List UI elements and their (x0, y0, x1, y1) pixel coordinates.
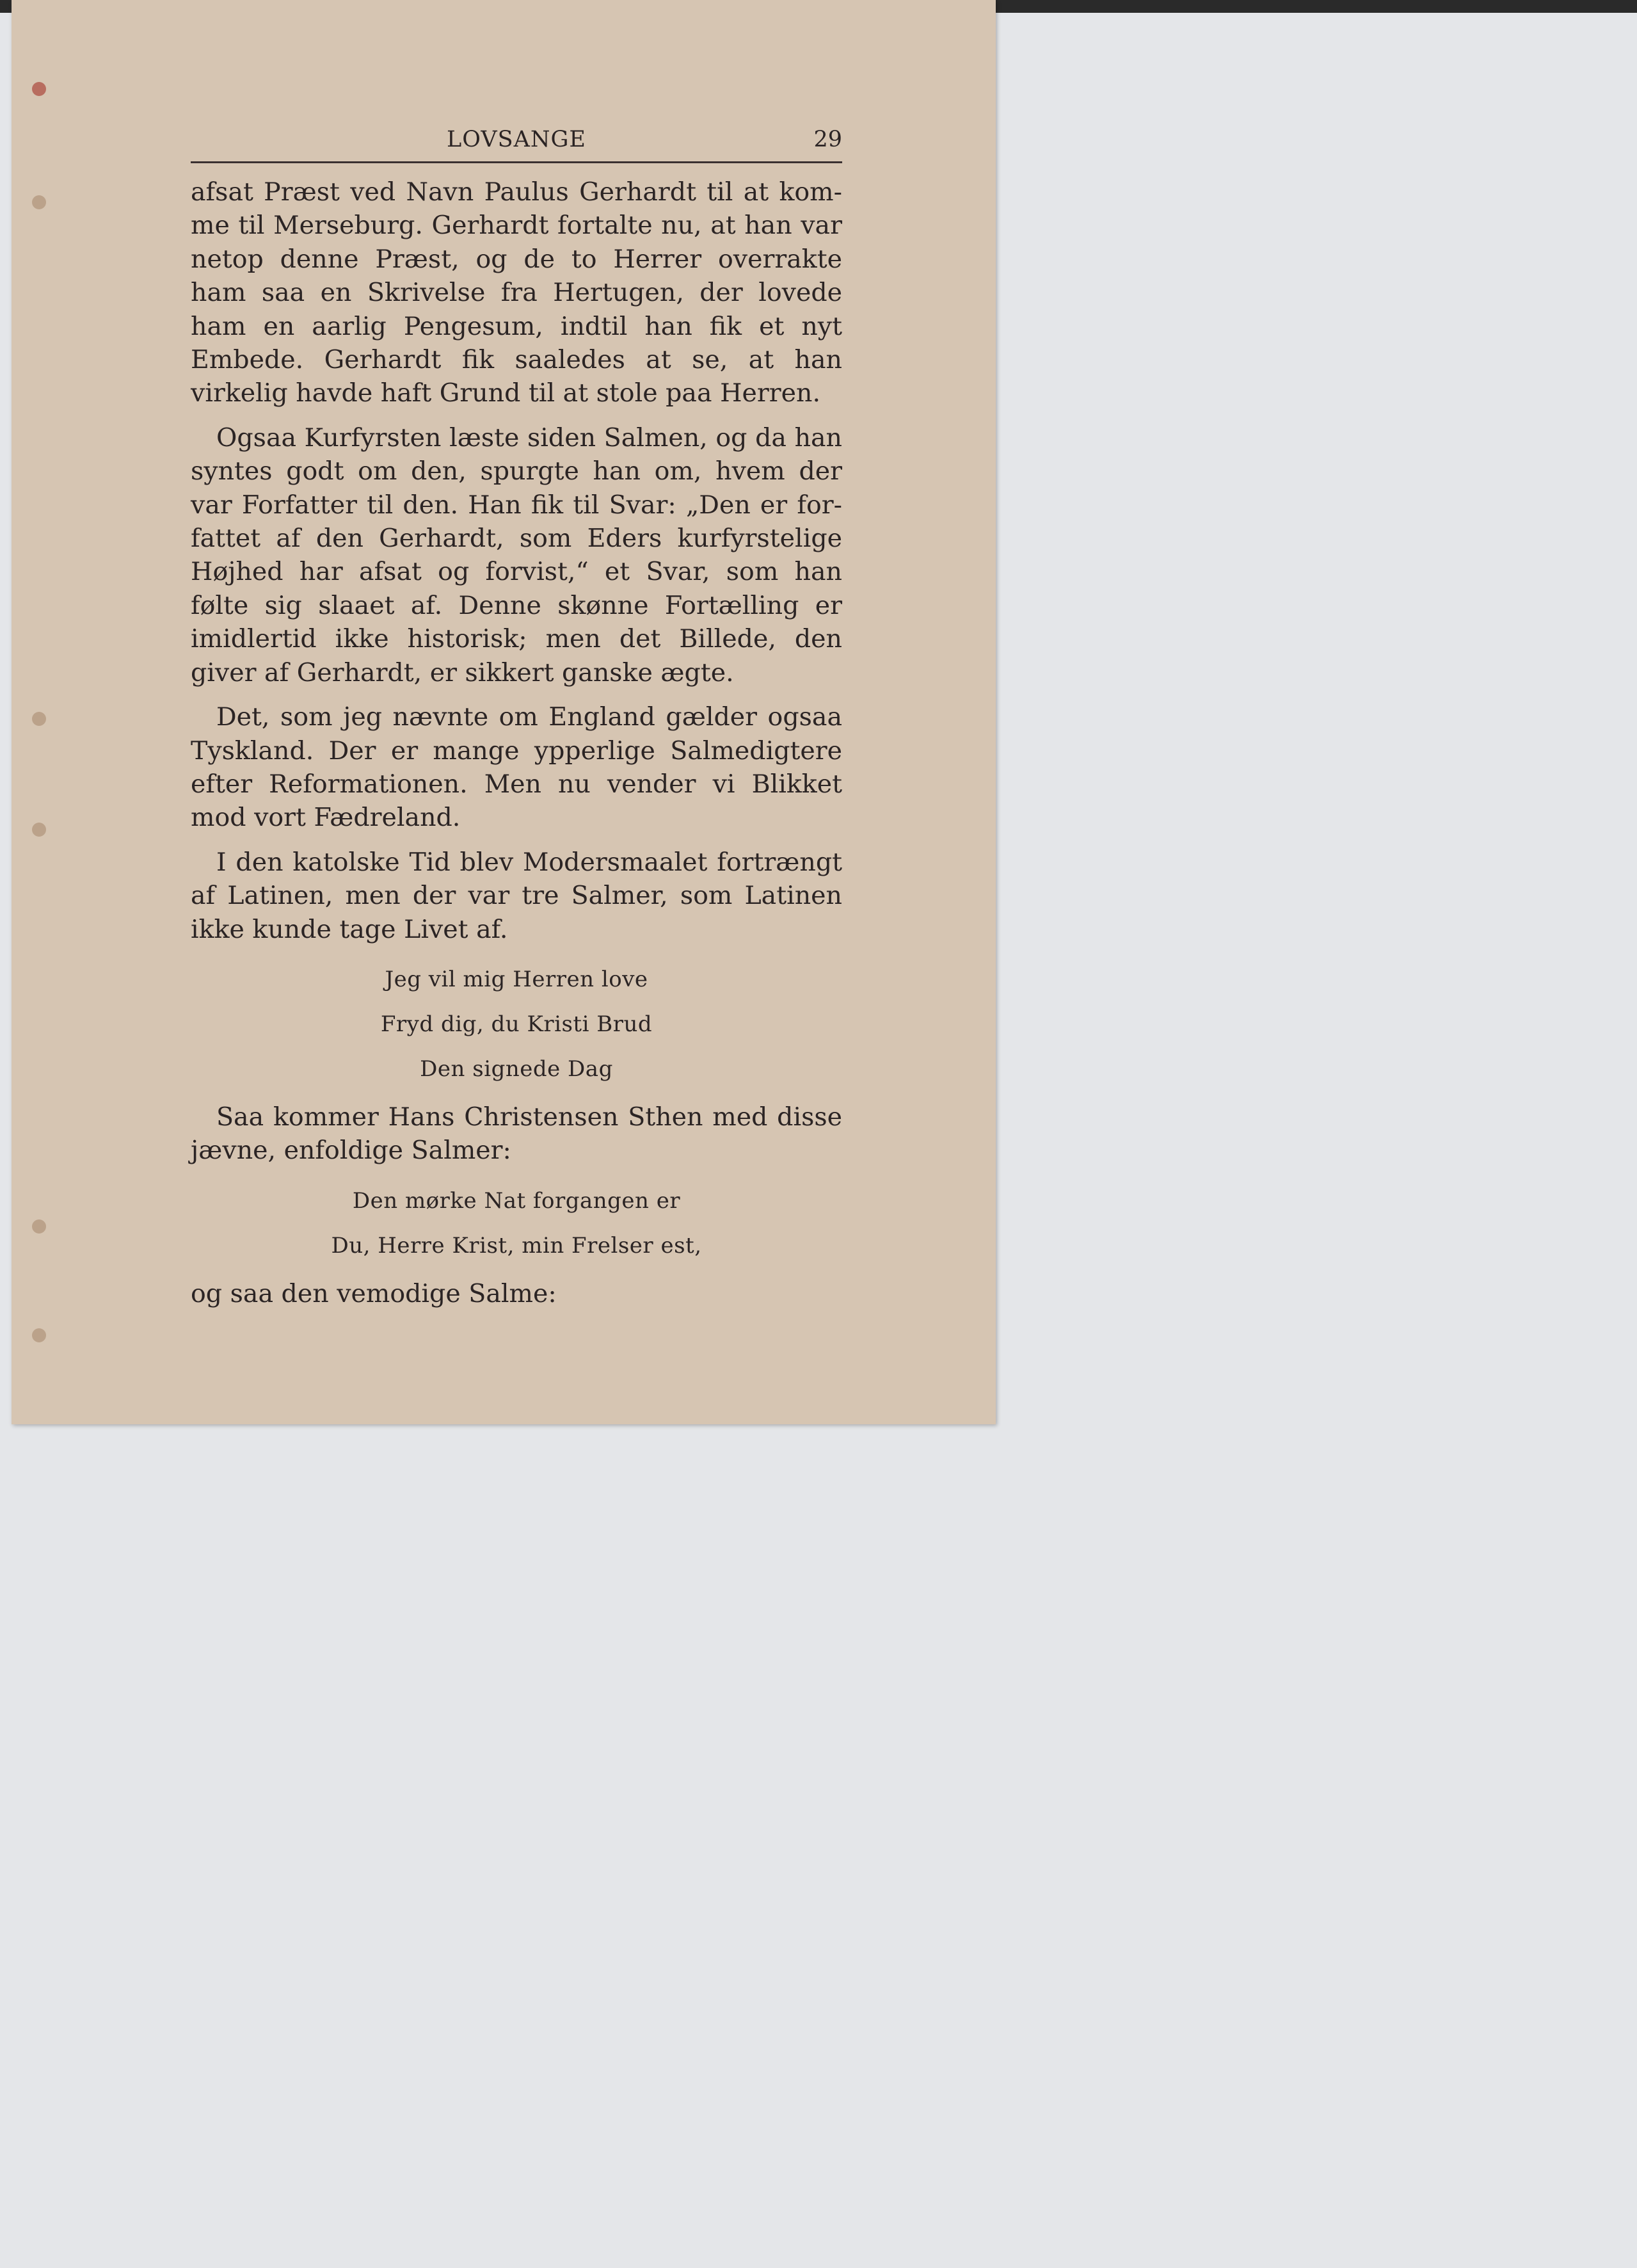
hymn-list (191, 1178, 842, 1268)
punch-hole (32, 1328, 46, 1342)
running-head (191, 125, 842, 163)
page-number: 29 (813, 127, 842, 152)
paragraph: I den katolske Tid blev Modersmaalet fortrængt af Latinen, men der var tre Salmer, som Latinen ikke kunde tage Livet af. (191, 847, 842, 944)
paragraph: afsat Præst ved Navn Paulus Gerhardt til at komme til Merseburg. Gerhardt fortalte nu, at han var netop denne Præst, og de to Herrer overrakte ham saa en Skrivelse fra Hertugen, der lovede ham en aarlig Pengesum, indtil han fik et nyt Embede. Gerhardt fik saaledes at se, at han virkelig havde haft Grund til at stole paa Herren. (191, 177, 842, 408)
hymn-list (191, 957, 842, 1091)
body-text (191, 175, 842, 1321)
paragraph: Saa kommer Hans Christensen Sthen med disse jævne, enfoldige Salmer: (191, 1102, 842, 1166)
punch-hole (32, 1219, 46, 1234)
book-page (12, 0, 996, 1424)
punch-hole (32, 82, 46, 96)
running-head-title: LOVSANGE (447, 127, 586, 152)
paragraph: Det, som jeg nævnte om England gælder ogsaa Tyskland. Der er mange ypperlige Salmedigtere efter Reformationen. Men nu vender vi Blikket mod vort Fædreland. (191, 702, 842, 833)
punch-hole (32, 712, 46, 726)
hymn-title: Fryd dig, du Kristi Brud (380, 1011, 653, 1037)
closing-line: og saa den vemodige Salme: (191, 1278, 557, 1308)
hymn-title: Du, Herre Krist, min Frelser est, (331, 1232, 702, 1259)
hymn-title: Den signede Dag (420, 1056, 613, 1082)
punch-hole (32, 195, 46, 209)
punch-hole (32, 823, 46, 837)
hymn-title: Den mørke Nat forgangen er (352, 1187, 681, 1214)
hymn-title: Jeg vil mig Herren love (385, 966, 648, 992)
paragraph: Ogsaa Kurfyrsten læste siden Salmen, og da han syntes godt om den, spurgte han om, hvem der var Forfatter til den. Han fik til Svar: „Den er forfattet af den Gerhardt, som Eders kurfyrstelige Højhed har afsat og forvist,“ et Svar, som han følte sig slaaet af. Denne skønne Fortælling er imidlertid ikke historisk; men det Billede, den giver af Gerhardt, er sikkert ganske ægte. (191, 422, 842, 688)
